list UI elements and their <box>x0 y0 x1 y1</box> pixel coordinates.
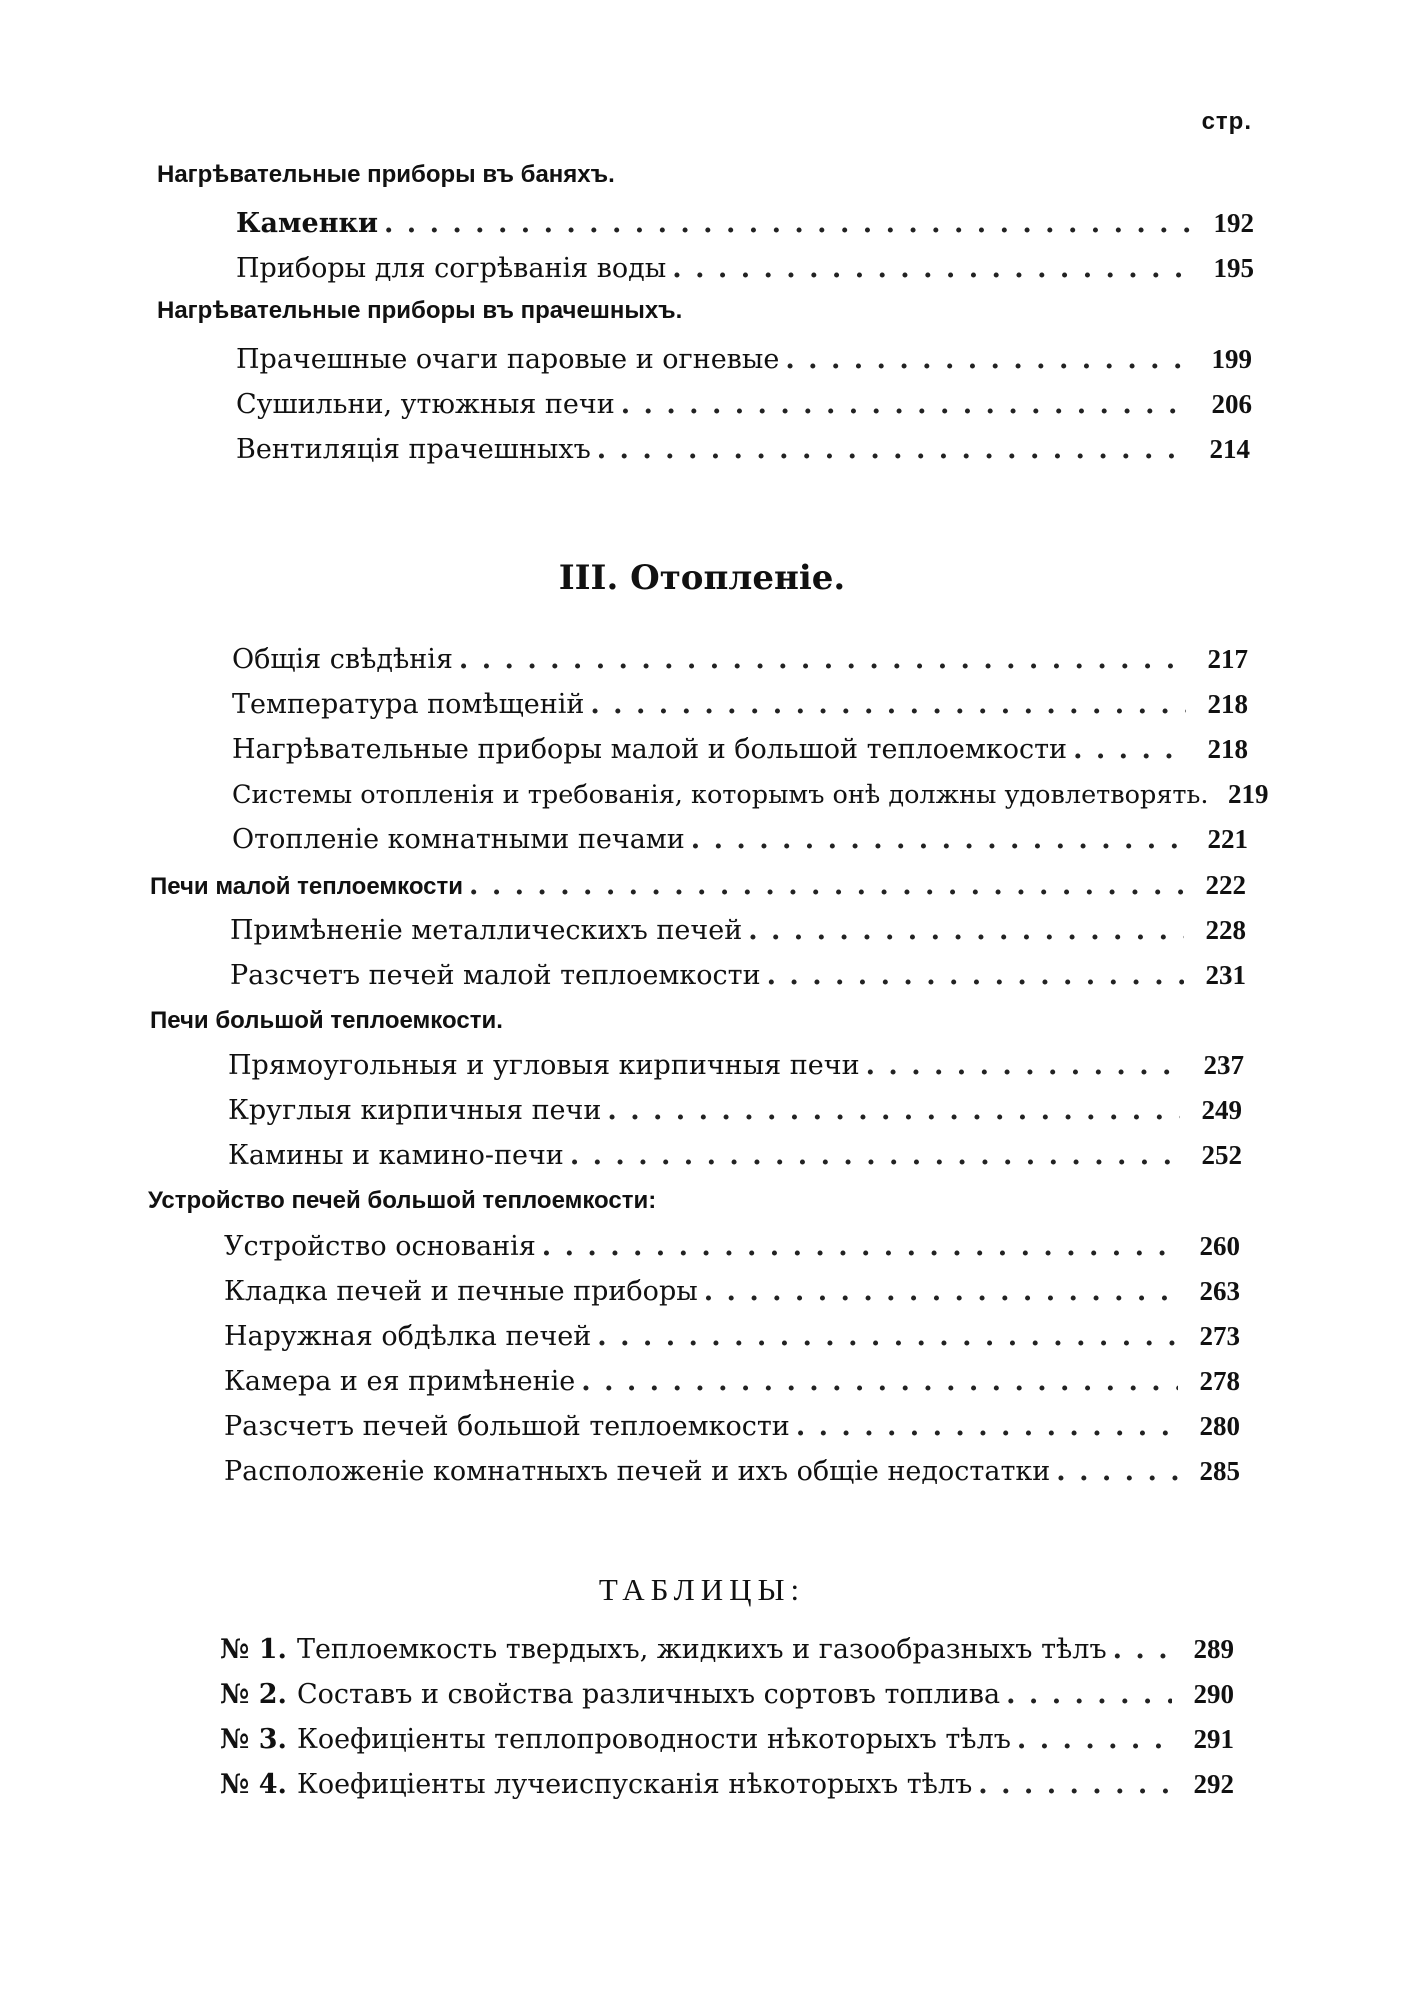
toc-entry-page: 237 <box>1203 1050 1244 1080</box>
leader-dots <box>590 686 1186 724</box>
toc-entry-title: Нагрѣвательные приборы малой и большой теплоемкости <box>232 734 1068 765</box>
leader-dots <box>1006 1676 1172 1714</box>
leader-dots <box>866 1047 1182 1085</box>
toc-entry-title: Наружная обдѣлка печей <box>224 1321 592 1352</box>
toc-entry-page: 214 <box>1209 434 1250 464</box>
toc-entry-title: Устройство основанія <box>224 1231 536 1262</box>
toc-entry-page: 206 <box>1211 389 1252 419</box>
toc-entry-title: Приборы для согрѣванія воды <box>236 253 667 284</box>
toc-entry-title: Примѣненіе металлическихъ печей <box>230 915 743 946</box>
toc-heading-entry[interactable] <box>150 866 1246 904</box>
toc-entry-title: Сушильни, утюжныя печи <box>236 389 615 420</box>
heading-laundries: Нагрѣвательные приборы въ прачешныхъ. <box>157 297 683 324</box>
leader-dots <box>469 867 1184 905</box>
leader-dots <box>542 1228 1178 1266</box>
toc-entry-page: 218 <box>1207 734 1248 764</box>
toc-entry-page: 263 <box>1199 1276 1240 1306</box>
leader-dots <box>607 1092 1180 1130</box>
table-entry-title: Коефиціенты лучеиспусканія нѣкоторыхъ тѣлъ <box>296 1769 973 1800</box>
table-entry[interactable] <box>220 1630 1234 1668</box>
leader-dots <box>1113 1631 1172 1669</box>
table-number: № 2. <box>220 1679 287 1710</box>
leader-dots <box>691 821 1186 859</box>
toc-entry[interactable] <box>232 685 1248 723</box>
leader-dots <box>459 641 1186 679</box>
toc-entry[interactable] <box>224 1272 1240 1310</box>
toc-entry[interactable] <box>228 1091 1242 1129</box>
toc-entry-title: Кладка печей и печные приборы <box>224 1276 698 1307</box>
leader-dots <box>384 205 1192 243</box>
toc-entry-title: Камины и камино-печи <box>228 1140 564 1171</box>
leader-dots <box>1017 1721 1172 1759</box>
leader-dots <box>796 1408 1178 1446</box>
toc-entry[interactable] <box>230 956 1246 994</box>
toc-entry[interactable] <box>236 385 1252 423</box>
toc-entry[interactable] <box>228 1136 1242 1174</box>
toc-entry[interactable] <box>232 820 1248 858</box>
heading-small-capacity: Печи малой теплоемкости <box>150 873 464 900</box>
toc-entry[interactable] <box>236 340 1252 378</box>
toc-entry-page: 231 <box>1205 960 1246 990</box>
toc-entry[interactable] <box>224 1407 1240 1445</box>
leader-dots <box>1073 731 1186 769</box>
toc-entry-page: 249 <box>1201 1095 1242 1125</box>
toc-entry-page: 221 <box>1207 824 1248 854</box>
toc-entry-title: Прачешные очаги паровые и огневые <box>236 344 780 375</box>
leader-dots <box>704 1273 1178 1311</box>
section-title: III. Отопленіе. <box>558 558 846 598</box>
toc-entry-title: Круглыя кирпичныя печи <box>228 1095 602 1126</box>
leader-dots <box>672 250 1192 288</box>
toc-entry[interactable] <box>224 1317 1240 1355</box>
table-entry[interactable] <box>220 1675 1234 1713</box>
heading-baths: Нагрѣвательные приборы въ баняхъ. <box>157 161 615 188</box>
leader-dots <box>621 386 1190 424</box>
table-number: № 3. <box>220 1724 287 1755</box>
heading-large-capacity: Печи большой теплоемкости. <box>150 1007 503 1034</box>
toc-entry-page: 217 <box>1207 644 1248 674</box>
toc-entry[interactable] <box>236 430 1250 468</box>
table-entry-page: 292 <box>1193 1769 1234 1799</box>
leader-dots <box>570 1137 1180 1175</box>
toc-entry-page: 195 <box>1213 253 1254 283</box>
toc-entry[interactable] <box>224 1452 1240 1490</box>
table-entry-page: 290 <box>1193 1679 1234 1709</box>
toc-entry-title: Отопленіе комнатными печами <box>232 824 685 855</box>
toc-entry[interactable] <box>232 640 1248 678</box>
table-entry-title: Теплоемкость твердыхъ, жидкихъ и газообразныхъ тѣлъ <box>296 1634 1107 1665</box>
toc-entry-page: 192 <box>1213 208 1254 238</box>
toc-entry[interactable] <box>236 204 1254 242</box>
toc-entry[interactable] <box>224 1362 1240 1400</box>
toc-entry-title: Разсчетъ печей малой теплоемкости <box>230 960 761 991</box>
table-number: № 1. <box>220 1634 287 1665</box>
toc-entry-title: Общія свѣдѣнія <box>232 644 453 675</box>
toc-entry-page: 222 <box>1205 870 1246 900</box>
table-entry[interactable] <box>220 1765 1234 1803</box>
leader-dots <box>767 957 1184 995</box>
toc-entry-title: Каменки <box>236 208 378 239</box>
toc-entry-page: 252 <box>1201 1140 1242 1170</box>
heading-construction: Устройство печей большой теплоемкости: <box>148 1187 657 1214</box>
toc-entry-title: Прямоугольныя и угловыя кирпичныя печи <box>228 1050 860 1081</box>
leader-dots <box>597 1318 1178 1356</box>
toc-entry-page: 285 <box>1199 1456 1240 1486</box>
table-entry[interactable] <box>220 1720 1234 1758</box>
leader-dots <box>597 431 1188 469</box>
toc-entry[interactable] <box>232 775 1269 813</box>
leader-dots <box>978 1766 1172 1804</box>
toc-entry-title: Температура помѣщеній <box>232 689 585 720</box>
leader-dots <box>748 912 1184 950</box>
toc-entry-page: 260 <box>1199 1231 1240 1261</box>
page-column-label: стр. <box>1201 108 1252 135</box>
toc-entry-title: Камера и ея примѣненіе <box>224 1366 576 1397</box>
leader-dots <box>581 1363 1178 1401</box>
toc-entry-page: 199 <box>1211 344 1252 374</box>
toc-entry-title: Расположеніе комнатныхъ печей и ихъ общіе недостатки <box>224 1456 1051 1487</box>
toc-entry-page: 219 <box>1228 779 1269 809</box>
table-entry-page: 291 <box>1193 1724 1234 1754</box>
table-number: № 4. <box>220 1769 287 1800</box>
toc-entry-title: Системы отопленія и требованія, которымъ онѣ должны удовлетворять. <box>232 780 1209 810</box>
leader-dots <box>785 341 1190 379</box>
toc-entry-page: 280 <box>1199 1411 1240 1441</box>
table-entry-title: Коефиціенты теплопроводности нѣкоторыхъ тѣлъ <box>296 1724 1011 1755</box>
toc-entry-page: 218 <box>1207 689 1248 719</box>
toc-entry-title: Вентиляція прачешныхъ <box>236 434 591 465</box>
toc-entry-page: 278 <box>1199 1366 1240 1396</box>
toc-entry[interactable] <box>236 249 1254 287</box>
table-entry-page: 289 <box>1193 1634 1234 1664</box>
toc-entry-page: 228 <box>1205 915 1246 945</box>
toc-entry[interactable] <box>224 1227 1240 1265</box>
toc-entry-title: Разсчетъ печей большой теплоемкости <box>224 1411 790 1442</box>
toc-entry-page: 273 <box>1199 1321 1240 1351</box>
toc-entry[interactable] <box>232 730 1248 768</box>
toc-entry[interactable] <box>230 911 1246 949</box>
tables-title: ТАБЛИЦЫ: <box>598 1572 806 1607</box>
toc-entry[interactable] <box>228 1046 1244 1084</box>
leader-dots <box>1056 1453 1178 1491</box>
table-entry-title: Составъ и свойства различныхъ сортовъ топлива <box>296 1679 1001 1710</box>
